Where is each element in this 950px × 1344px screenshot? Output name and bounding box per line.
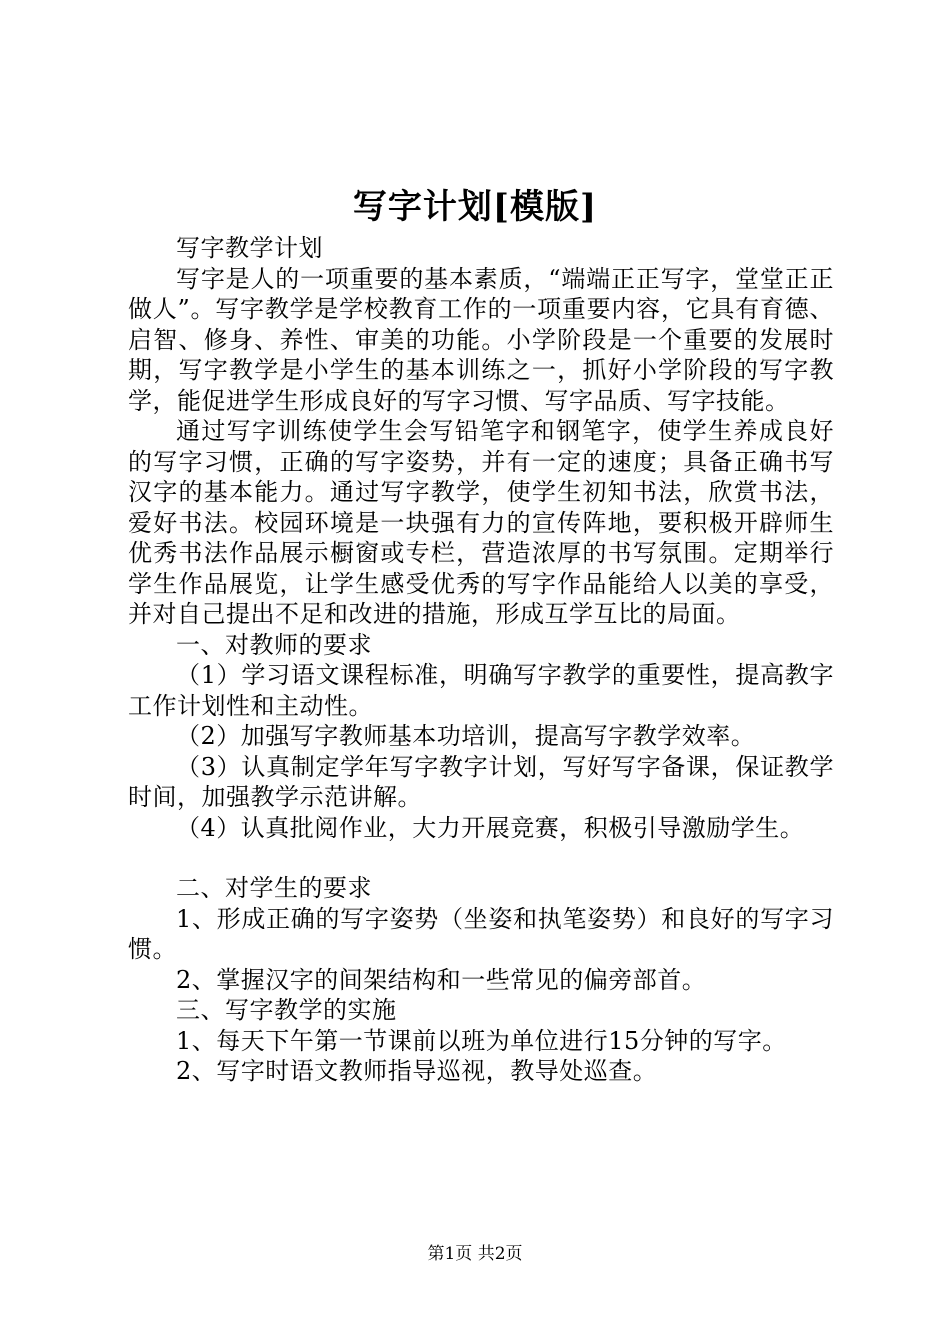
document-title: 写字计划[模版]	[352, 187, 598, 227]
teacher-requirement-1: （1）学习语文课程标准，明确写字教学的重要性，提高教字工作计划性和主动性。	[128, 661, 834, 720]
implementation-item-2: 2、写字时语文教师指导巡视，教导处巡查。	[176, 1057, 658, 1085]
implementation-item-1: 1、每天下午第一节课前以班为单位进行15分钟的写字。	[176, 1026, 787, 1055]
document-body	[128, 233, 834, 1087]
teacher-requirement-2: （2）加强写字教师基本功培训，提高写字教学效率。	[176, 722, 756, 750]
paragraph-plan-heading: 写字教学计划	[176, 234, 323, 262]
paragraph-goals: 通过写字训练使学生会写铅笔字和钢笔字，使学生养成良好的写字习惯，正确的写字姿势，并有一定的速度；具备正确书写汉字的基本能力。通过写字教学，使学生初知书法，欣赏书法，爱好书法。校园环境是一块强有力的宣传阵地，要积极开辟师生优秀书法作品展示橱窗或专栏，营造浓厚的书写氛围。定期举行学生作品展览，让学生感受优秀的写字作品能给人以美的享受，并对自己提出不足和改进的措施，形成互学互比的局面。	[128, 417, 834, 628]
teacher-requirement-3: （3）认真制定学年写字教字计划，写好写字备课，保证教学时间，加强教学示范讲解。	[128, 752, 834, 811]
section-heading-students: 二、对学生的要求	[176, 874, 372, 902]
teacher-requirement-4: （4）认真批阅作业，大力开展竞赛，积极引导激励学生。	[176, 813, 805, 842]
student-requirement-1: 1、形成正确的写字姿势（坐姿和执笔姿势）和良好的写字习惯。	[128, 904, 834, 963]
student-requirement-2: 2、掌握汉字的间架结构和一些常见的偏旁部首。	[176, 965, 707, 994]
paragraph-intro: 写字是人的一项重要的基本素质，“端端正正写字，堂堂正正做人”。写字教学是学校教育工作的一项重要内容，它具有育德、启智、修身、养性、审美的功能。小学阶段是一个重要的发展时期，写字教学是小学生的基本训练之一，抓好小学阶段的写字教学，能促进学生形成良好的写字习惯、写字品质、写字技能。	[128, 264, 834, 415]
section-heading-implementation: 三、写字教学的实施	[176, 996, 397, 1024]
section-heading-teachers: 一、对教师的要求	[176, 630, 372, 659]
page-number-footer: 第1页 共2页	[427, 1244, 523, 1264]
